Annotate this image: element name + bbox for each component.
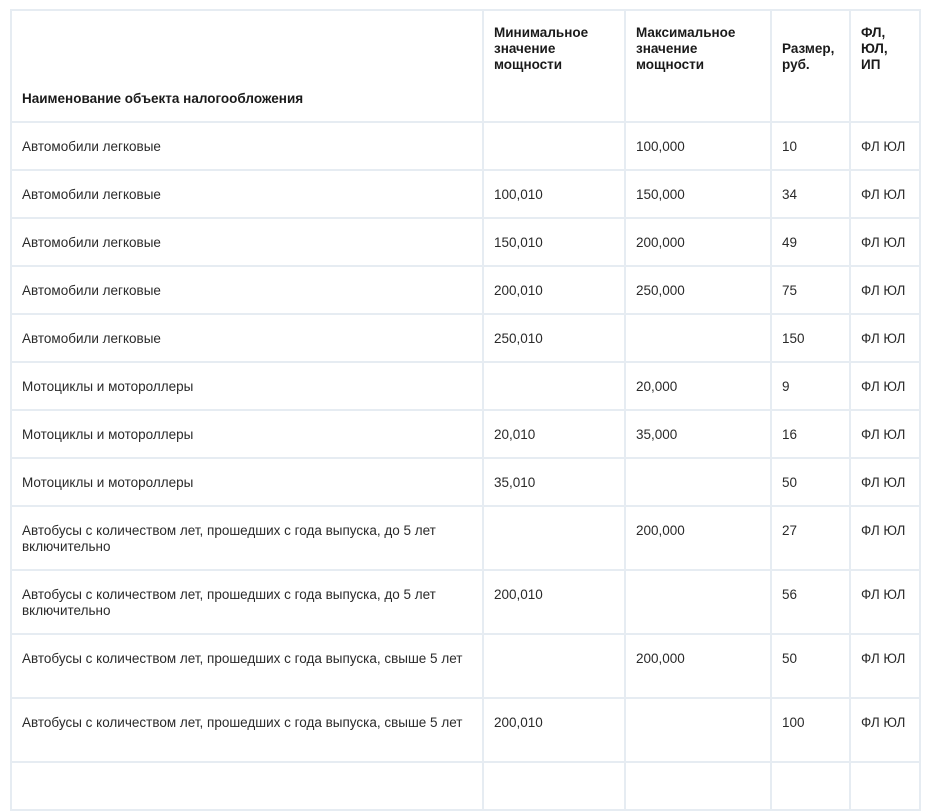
header-min-power: Минимальное значение мощности <box>483 10 625 122</box>
cell-taxpayer-type: ФЛ ЮЛ <box>850 410 920 458</box>
cell-max-power: 200,000 <box>625 506 771 570</box>
cell-object-name: Мотоциклы и мотороллеры <box>11 362 483 410</box>
cell-rate-size: 34 <box>771 170 850 218</box>
cell-max-power <box>625 314 771 362</box>
cell-object-name: Автобусы с количеством лет, прошедших с года выпуска, свыше 5 лет <box>11 698 483 762</box>
cell-max-power <box>625 570 771 634</box>
table-row <box>11 266 920 314</box>
table-row <box>11 122 920 170</box>
cell-min-power: 250,010 <box>483 314 625 362</box>
cell-taxpayer-type: ФЛ ЮЛ <box>850 634 920 698</box>
cell-taxpayer-type: ФЛ ЮЛ <box>850 170 920 218</box>
cell-min-power: 20,010 <box>483 410 625 458</box>
cell-object-name <box>11 762 483 810</box>
cell-taxpayer-type: ФЛ ЮЛ <box>850 218 920 266</box>
cell-object-name: Автомобили легковые <box>11 266 483 314</box>
cell-max-power: 100,000 <box>625 122 771 170</box>
table-row <box>11 506 920 570</box>
cell-min-power: 200,010 <box>483 570 625 634</box>
cell-taxpayer-type: ФЛ ЮЛ <box>850 698 920 762</box>
cell-max-power <box>625 458 771 506</box>
header-taxpayer-type: ФЛ, ЮЛ, ИП <box>850 10 920 122</box>
cell-max-power: 150,000 <box>625 170 771 218</box>
cell-max-power: 20,000 <box>625 362 771 410</box>
cell-min-power: 150,010 <box>483 218 625 266</box>
cell-rate-size: 9 <box>771 362 850 410</box>
cell-taxpayer-type: ФЛ ЮЛ <box>850 570 920 634</box>
cell-max-power: 200,000 <box>625 634 771 698</box>
cell-max-power: 200,000 <box>625 218 771 266</box>
cell-taxpayer-type: ФЛ ЮЛ <box>850 506 920 570</box>
table-row <box>11 762 920 810</box>
tax-rate-table <box>10 9 921 811</box>
cell-object-name: Автомобили легковые <box>11 170 483 218</box>
cell-max-power <box>625 698 771 762</box>
cell-object-name: Мотоциклы и мотороллеры <box>11 410 483 458</box>
cell-min-power: 200,010 <box>483 698 625 762</box>
cell-max-power <box>625 762 771 810</box>
cell-max-power: 35,000 <box>625 410 771 458</box>
cell-object-name: Мотоциклы и мотороллеры <box>11 458 483 506</box>
header-rate-size: Размер, руб. <box>771 10 850 122</box>
cell-rate-size: 49 <box>771 218 850 266</box>
table-header <box>11 10 920 122</box>
header-object-name: Наименование объекта налогообложения <box>11 10 483 122</box>
cell-rate-size: 50 <box>771 634 850 698</box>
cell-taxpayer-type: ФЛ ЮЛ <box>850 458 920 506</box>
cell-taxpayer-type: ФЛ ЮЛ <box>850 362 920 410</box>
cell-min-power <box>483 762 625 810</box>
cell-min-power <box>483 362 625 410</box>
table-row <box>11 458 920 506</box>
cell-rate-size: 56 <box>771 570 850 634</box>
cell-object-name: Автомобили легковые <box>11 314 483 362</box>
cell-min-power: 100,010 <box>483 170 625 218</box>
header-row <box>11 10 920 122</box>
cell-min-power <box>483 506 625 570</box>
cell-object-name: Автомобили легковые <box>11 122 483 170</box>
cell-min-power <box>483 122 625 170</box>
cell-min-power: 200,010 <box>483 266 625 314</box>
cell-min-power <box>483 634 625 698</box>
table-body <box>11 122 920 810</box>
cell-rate-size: 150 <box>771 314 850 362</box>
cell-object-name: Автобусы с количеством лет, прошедших с года выпуска, до 5 лет включительно <box>11 570 483 634</box>
cell-taxpayer-type: ФЛ ЮЛ <box>850 266 920 314</box>
cell-taxpayer-type <box>850 762 920 810</box>
cell-rate-size: 10 <box>771 122 850 170</box>
cell-taxpayer-type: ФЛ ЮЛ <box>850 122 920 170</box>
cell-object-name: Автомобили легковые <box>11 218 483 266</box>
table-row <box>11 698 920 762</box>
cell-rate-size <box>771 762 850 810</box>
cell-taxpayer-type: ФЛ ЮЛ <box>850 314 920 362</box>
table-row <box>11 410 920 458</box>
table-row <box>11 634 920 698</box>
cell-rate-size: 100 <box>771 698 850 762</box>
cell-rate-size: 16 <box>771 410 850 458</box>
table-row <box>11 362 920 410</box>
table-row <box>11 170 920 218</box>
cell-max-power: 250,000 <box>625 266 771 314</box>
cell-rate-size: 50 <box>771 458 850 506</box>
cell-rate-size: 27 <box>771 506 850 570</box>
cell-min-power: 35,010 <box>483 458 625 506</box>
cell-rate-size: 75 <box>771 266 850 314</box>
table-row <box>11 314 920 362</box>
table-row <box>11 218 920 266</box>
header-max-power: Максимальное значение мощности <box>625 10 771 122</box>
table-row <box>11 570 920 634</box>
cell-object-name: Автобусы с количеством лет, прошедших с года выпуска, до 5 лет включительно <box>11 506 483 570</box>
cell-object-name: Автобусы с количеством лет, прошедших с года выпуска, свыше 5 лет <box>11 634 483 698</box>
